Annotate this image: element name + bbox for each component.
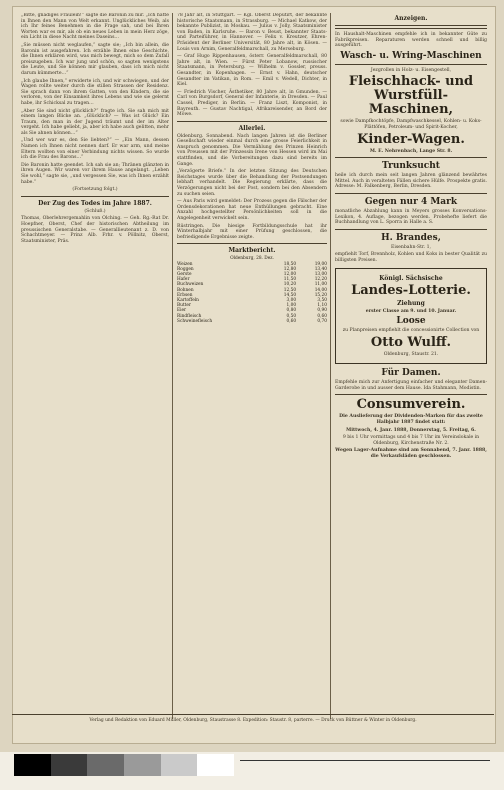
section-rule <box>335 394 487 395</box>
section-subnote: (Schluß.) <box>84 208 106 214</box>
story-paragraph: „Bitte, gnädiges Fräulein!“ sagte die Baronin zu mir. „Ich hatte in Ihnen den Mann von Welt erkannt. Unglückliches Weib, als ich Ihr feines Benehmen in die Frage sah, und bei Ihren Worten war es mir, als ob ein neues Leben in mein Herz zöge, ein Licht in diese Nacht meines Daseins… <box>21 13 169 41</box>
market-cell: 12,00 <box>283 271 297 277</box>
ad-text: Empfehle mich zur Anfertigung einfacher und eleganter Damen-Garderobe in und ausser dem Hause. Ida Stahmann, Modistin. <box>335 380 487 391</box>
consumverein-text: 9 bis 1 Uhr vormittags und 4 bis 7 Uhr im Vereinslokale in Oldenburg, Kirchenstraße Nr. 2. <box>342 435 480 446</box>
news-paragraph: „Verzögerte Briefe.“ In der letzten Sitzung des Deutschen Reichstages wurde über die Behandlung der Postsendungen lebhaft verhandelt. Die Regierung erklärte, dass die Verzögerungen nicht bei der Post, sondern bei den Absendern zu suchen seien. <box>177 169 327 197</box>
ad-text: monatliche Abzahlung kann in Meyers grosses Konversations-Lexikon, 4. Auflage, bezogen werden. Probehefte liefert die Buchhandlung von L. Sporra in Halle a. S. <box>335 208 487 226</box>
ad-text: Jezgrollen in Holz- u. Eisengestell, <box>370 67 452 73</box>
market-cell: 15,20 <box>314 292 327 298</box>
section-rule <box>177 243 327 244</box>
ad-text: In Haushalt-Maschinen empfehle ich in bekannter Güte zu Fabrikpreisen. Reparaturen werden schnell und billig ausgeführt. <box>335 32 487 49</box>
continued-note: (Fortsetzung folgt.) <box>72 187 118 193</box>
market-cell: Weizen <box>177 261 193 267</box>
section-rule <box>335 64 487 65</box>
obituary-paragraph: — Graf Hugo Rippenhausen, österr. Generalfeldmarschall, 80 Jahre alt, in Wien. — Fürst Peter Lobanow, russischer Staatsmann, in Petersburg. — Wilhelm v. Gossler, preuss. Gesandter, in Kopenhagen. — Ernst v. Hahn, deutscher Gesandter im Vatikan, in Rom. — Emil v. Wedell, Dichter, in Kiel. <box>177 54 327 88</box>
market-cell: Kartoffeln <box>177 298 199 303</box>
market-cell: 10,20 <box>283 282 297 288</box>
calibration-patch <box>14 754 51 776</box>
scan-ruler <box>240 760 490 771</box>
ad-text: sowie Dampfkochtöpfe, Dampfwaschkessel, Kohlen- u. Koks-Plättöfen, Petroleum- und Spirit-Kocher, <box>340 119 482 130</box>
ad-firm: M. E. Nehrenbach, Lange Str. 8. <box>369 148 453 154</box>
market-cell: 19,00 <box>314 261 327 267</box>
market-cell: 11,00 <box>314 282 327 288</box>
market-cell: 14,50 <box>283 292 297 298</box>
ad-title: Trunksucht <box>382 161 440 172</box>
ads-heading: Anzeigen. <box>394 15 428 22</box>
story-paragraph: „Und wer war es, den Sie liebten?“ — „Ein Mann, dessen Namen ich Ihnen nicht nennen darf. Er war arm, und meine Eltern wollten von einer Verbindung nichts wissen. So wurde ich die Frau des Barons…“ <box>21 138 169 161</box>
obituary-paragraph: Thomas, Oberlehrergemahlin von Olching. — Geh. Rg.-Rat Dr. Hoepfner, Oberst, Chef der historischen Abtheilung im preussischen Generalstabe. — Generallieutenant z. D. von Schachtmeyer. — Prinz Alb. Frhr. v. Pöllnitz, Oberst, Staatsminister, Präs. <box>21 216 169 244</box>
market-cell: Butter <box>177 303 191 309</box>
obituary-paragraph: — Friedrich Vischer, Ästhetiker, 80 Jahre alt, in Gmunden. — Carl von Burgsdorf, General der Infanterie, in Dresden. — Paul Cassel, Prediger, in Berlin. — Franz Liszt, Komponist, in Bayreuth. — Gustav Nachtigal, Afrikareisender, an Bord der Möwe. <box>177 89 327 118</box>
lottery-lose: Loose <box>396 316 426 327</box>
market-heading: Marktbericht. <box>228 247 276 255</box>
color-calibration-strip <box>14 754 234 776</box>
market-cell: 13,40 <box>314 266 327 272</box>
lottery-text: zu Planpreisen empfiehlt die concessionirte Collection von <box>342 328 480 334</box>
ad-title: Fleischhack- und Wurstfüll-Maschinen, <box>348 74 474 118</box>
market-cell: Erbsen <box>177 292 193 298</box>
market-cell: 0,60 <box>286 318 297 324</box>
market-cell: 18,50 <box>283 261 297 267</box>
ad-address: Eisenbahn-Str. 1, <box>391 244 431 250</box>
column-right <box>335 13 487 462</box>
lottery-name: Otto Wulff. <box>370 334 452 350</box>
market-cell: 0,80 <box>286 308 297 314</box>
market-rows <box>177 262 327 324</box>
market-cell: 3,50 <box>317 298 327 303</box>
market-cell: 12,20 <box>314 277 327 283</box>
market-cell: Gerste <box>177 271 192 277</box>
section-heading: Allerlei. <box>238 124 266 132</box>
news-paragraph: — Aus Paris wird gemeldet: Der Prozess gegen die Fälscher der Ordensdekorationen hat neue Enthüllungen gebracht. Eine Anzahl hochgestellter Persönlichkeiten soll in die Angelegenheit verwickelt sein. <box>177 199 327 221</box>
column-divider <box>172 13 173 719</box>
calibration-patch <box>197 754 234 776</box>
story-paragraph: „Sie müssen nicht weglaufen,“ sagte sie; „Ich bin allein, die Baronin ist ausgefahren. Ich erzähle Ihnen eine Geschichte, die Ihnen erklären wird, was mich bewegt, mich so dem Zufall preiszugeben. Ich war jung und schön, so sagten wenigstens die Leute, und Sie können mir glauben, dass ich mich nicht darum kümmerte…“ <box>21 42 169 76</box>
market-cell: 0,70 <box>317 318 327 324</box>
market-cell: Roggen <box>177 266 194 272</box>
calibration-patch <box>161 754 198 776</box>
ad-text: empfiehlt Torf, Brennholz, Kohlen und Koks in bester Qualität zu billigsten Preisen. <box>335 252 487 263</box>
market-cell: Buchweizen <box>177 282 204 288</box>
lottery-draw: Ziehung <box>397 299 425 307</box>
market-cell: 0,50 <box>286 313 297 319</box>
consumverein-text: Wegen Lager-Aufnahme sind am Sonnabend, 7. Janr. 1888, die Verkaufsläden geschlossen. <box>335 448 487 460</box>
section-rule <box>335 229 487 230</box>
lottery-dates: erster Classe am 9. und 10. Januar. <box>365 308 457 314</box>
story-paragraph: Die Baronin hatte geendet. Ich sah sie an; Thränen glänzten in ihren Augen. Wir waren vor ihrem Hause angelangt. „Leben Sie wohl,“ sagte sie, „und vergessen Sie, was ich Ihnen erzählt habe.“ <box>21 162 169 185</box>
lottery-top: Königl. Sächsische <box>379 274 443 282</box>
section-rule <box>335 193 487 194</box>
ad-text: heile ich durch mein seit langen Jahren glänzend bewährtes Mittel. Auch in veralteten Fällen sichere Hülfe. Prospekte gratis. Adresse: M. Falkenberg, Berlin, Dresden. <box>335 173 487 190</box>
market-table <box>177 256 327 324</box>
ad-title: Kinder-Wagen. <box>357 131 465 147</box>
calibration-patch <box>124 754 161 776</box>
story-paragraph: „Aber Sie sind nicht glücklich?“ fragte ich. Sie sah mich mit einem langen Blicke an. „Glücklich? — Was ist Glück? Ein Traum, den man in der Jugend träumt und der im Alter vergeht. Ich habe geliebt, ja, aber ich habe auch gelitten, mehr als Sie ahnen können…“ <box>21 108 169 136</box>
market-cell: 12,80 <box>283 266 297 272</box>
section-rule <box>177 121 327 122</box>
ad-title: Gegen nur 4 Mark <box>364 196 458 207</box>
page-footer: Verlag und Redaktion von Eduard Müller, Oldenburg, Staustrasse 8. Expedition: Staustr. 8, parterre. — Druck von Büttner & Winter in Oldenburg. <box>12 714 494 727</box>
market-cell: 0,90 <box>317 308 327 314</box>
market-cell: 13,00 <box>314 271 327 277</box>
section-rule <box>21 196 169 197</box>
market-date: Oldenburg, 28. Dez. <box>230 256 274 262</box>
section-heading: Der Zug des Todes im Jahre 1887. <box>38 199 152 207</box>
calibration-patch <box>87 754 124 776</box>
market-cell: 1,00 <box>286 303 297 309</box>
section-rule <box>335 25 487 29</box>
newspaper-page <box>12 6 496 744</box>
lottery-title: Landes-Lotterie. <box>351 282 471 298</box>
section-rule <box>335 157 487 158</box>
calibration-patch <box>51 754 88 776</box>
consumverein-text: Die Auslieferung der Dividenden-Marken für das zweite Halbjahr 1887 findet statt: <box>339 414 483 426</box>
story-paragraph: „Ich glaube Ihnen,“ erwiderte ich, und wir schwiegen, und der Wagen rollte weiter durch die stillen Strassen der Residenz. Sie sprach dann von ihrem Gatten, von den Kindern, die sie verloren, von der Einsamkeit ihres Lebens und wie sie gelernt habe, ihr Schicksal zu tragen… <box>21 78 169 106</box>
ad-title: Wasch- u. Wring-Maschinen <box>340 50 482 61</box>
market-cell: 3,00 <box>286 298 297 303</box>
consumverein-dates: Mittwoch, 4. Janr. 1888, Donnerstag, 5. Freitag, 6. <box>346 427 476 433</box>
market-cell: 0,60 <box>317 313 327 319</box>
consumverein-title: Consumverein. <box>356 397 466 413</box>
column-left <box>21 13 169 246</box>
obituary-paragraph: 78 Jahr alt, in Stuttgart. — Kgl. Oberst Deputirt, der bekannte historische Staatsmann, in Strassburg. — Michael Katkow, der bekannte Publizist, in Moskau. — Julius v. Jolly, Staatsminister von Baden, in Karlsruhe. — Baron v. Beust, bekannter Staats- und Parteiführer, in Hannover. — Felix v. Kreutzer, Ehren-Präsident der Berliner Universität, 80 Jahre alt, in Kösen. — Louis von Arnim, Generalfeldmarschall, zu Merseburg. <box>177 13 327 52</box>
market-cell: Hafer <box>177 277 190 283</box>
lottery-address: Oldenburg, Staustr. 21. <box>383 351 439 357</box>
market-cell: 12,50 <box>283 287 297 293</box>
market-cell: Bohnen <box>177 287 194 293</box>
ad-title: H. Brandes, <box>381 232 441 243</box>
market-cell: Schweinefleisch <box>177 318 213 324</box>
market-cell: 11,50 <box>283 277 297 283</box>
market-cell: Rindfleisch <box>177 313 202 319</box>
market-cell: Eier <box>177 308 187 314</box>
market-cell: 1,10 <box>317 303 327 309</box>
news-paragraph: Rüstringen. Die hiesige Fortbildungsschule hat ihr Winterhalbjahr mit einer Prüfung geschlossen, die befriedigende Ergebnisse zeigte. <box>177 223 327 240</box>
ad-title: Für Damen. <box>381 368 441 379</box>
news-paragraph: Oldenburg. Sonnabend. Nach langen Jahren ist die Berliner Gesellschaft wieder einmal durch eine grosse Feierlichkeit in Anspruch genommen. Die Vermählung des Prinzen Heinrich von Preussen mit der Prinzessin Irene von Hessen wird im Mai stattfinden, und die Vorbereitungen dazu sind bereits im Gange. <box>177 133 327 167</box>
column-middle <box>177 13 327 324</box>
market-cell: 14,00 <box>314 287 327 293</box>
column-divider <box>330 13 331 719</box>
market-row <box>177 319 327 324</box>
lottery-ad <box>335 268 487 365</box>
